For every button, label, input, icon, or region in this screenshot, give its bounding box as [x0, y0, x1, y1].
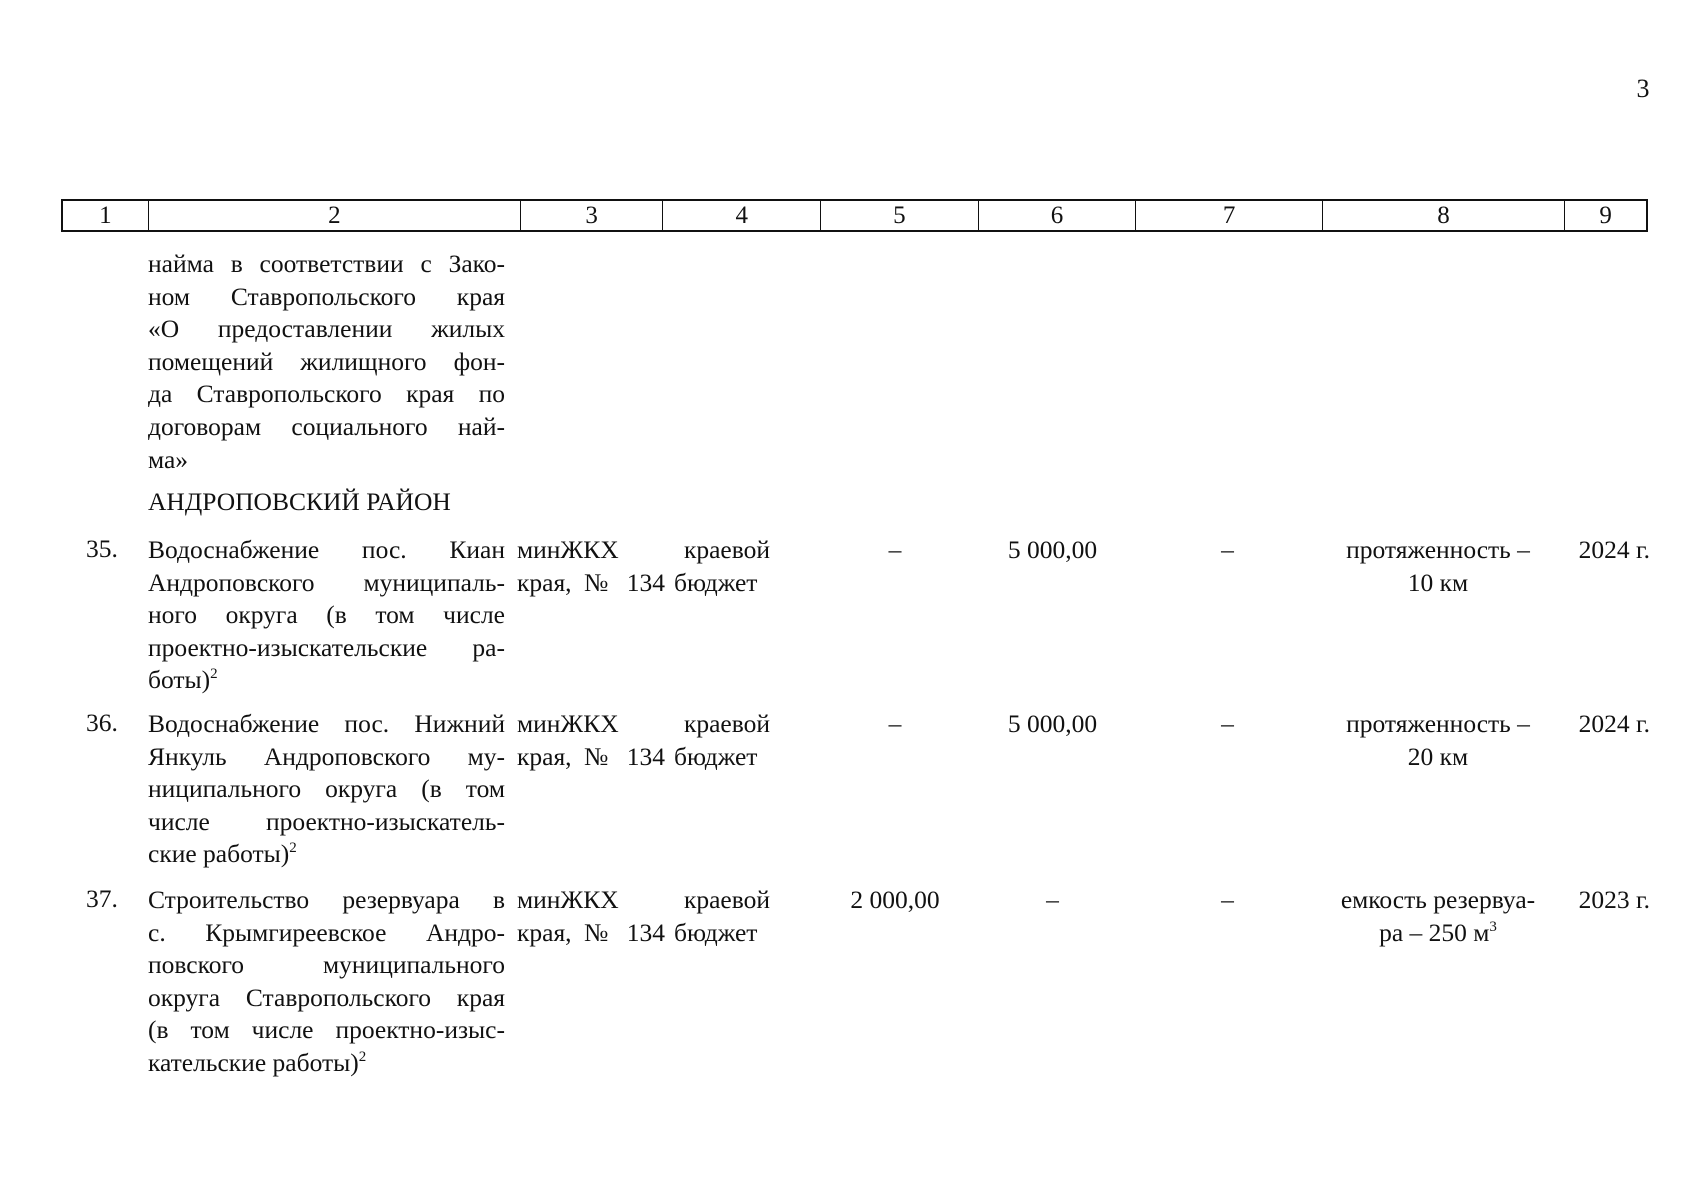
result-indicator: [1322, 884, 1554, 949]
completion-year: 2024 г.: [1578, 535, 1650, 564]
text-line-end: боты): [148, 665, 211, 695]
footnote-mark: 2: [210, 666, 218, 683]
column-header-9: 9: [1599, 202, 1612, 229]
object-name: [148, 708, 505, 871]
text-line: бюджет: [674, 917, 758, 947]
funding-source: [674, 534, 770, 599]
text-line: Янкуль Андроповского му-: [148, 741, 505, 771]
responsible-agency: [517, 884, 665, 949]
text-line: бюджет: [674, 741, 758, 771]
text-line: 10 км: [1407, 567, 1469, 597]
column-header-4: 4: [663, 201, 821, 230]
text-line: [1322, 917, 1554, 950]
text-line: краевой: [683, 709, 770, 738]
text-line: договорам социального най-: [148, 411, 505, 441]
amount-col-6: 5 000,00: [1007, 535, 1098, 564]
text-line-end: ские работы): [148, 839, 290, 869]
amount-col-5: –: [888, 535, 902, 564]
text-line-end: ра – 250 м: [1379, 917, 1490, 947]
object-name: [148, 534, 505, 697]
section-heading: АНДРОПОВСКИЙ РАЙОН: [148, 487, 451, 516]
responsible-agency: [517, 534, 665, 599]
text-line: повского муниципального: [148, 950, 505, 980]
text-line: края, № 134: [517, 741, 665, 771]
text-line: (в том числе проектно-изыс-: [148, 1015, 505, 1045]
table-header-row: [61, 199, 1648, 232]
page-number: 3: [1636, 74, 1650, 103]
amount-col-6: –: [1046, 885, 1059, 914]
footnote-mark: 2: [358, 1048, 367, 1065]
text-line: округа Ставропольского края: [148, 982, 505, 1012]
text-line: ного округа (в том числе: [148, 600, 505, 630]
text-line: Водоснабжение пос. Киан: [148, 535, 505, 564]
column-header-5: 5: [821, 201, 979, 230]
amount-col-6: 5 000,00: [1007, 709, 1098, 738]
column-header-2: 2: [149, 201, 521, 230]
responsible-agency: [517, 708, 665, 773]
continued-description: [148, 248, 505, 476]
text-line: [148, 838, 505, 871]
completion-year: 2023 г.: [1578, 885, 1650, 914]
text-line: да Ставропольского края по: [148, 379, 505, 409]
column-header-8: 8: [1323, 201, 1565, 230]
amount-col-5: –: [888, 709, 902, 738]
text-line: проектно-изыскательские ра-: [148, 632, 505, 662]
amount-col-7: –: [1221, 885, 1234, 914]
footnote-mark: 2: [289, 840, 297, 857]
funding-source: [674, 884, 770, 949]
column-header-7: 7: [1136, 201, 1323, 230]
amount-col-7: –: [1221, 709, 1234, 738]
row-number: 35.: [86, 534, 118, 563]
text-line: числе проектно-изыскатель-: [148, 806, 505, 836]
completion-year: 2024 г.: [1578, 709, 1650, 738]
text-line: ма»: [148, 444, 189, 474]
object-name: [148, 884, 505, 1080]
text-line: найма в соответствии с Зако-: [148, 249, 505, 278]
amount-col-5: 2 000,00: [850, 885, 940, 914]
text-line: минЖКХ: [517, 709, 619, 738]
text-line: помещений жилищного фон-: [148, 346, 505, 376]
text-line: «О предоставлении жилых: [148, 314, 505, 344]
column-header-6: 6: [979, 201, 1137, 230]
superscript: 3: [1489, 918, 1497, 935]
row-number: 36.: [86, 708, 118, 737]
result-indicator: [1322, 534, 1554, 599]
text-line: края, № 134: [517, 567, 665, 597]
text-line: протяженность –: [1346, 535, 1530, 564]
text-line: Андроповского муниципаль-: [148, 567, 505, 597]
text-line: минЖКХ: [517, 535, 619, 564]
text-line: краевой: [683, 535, 770, 564]
text-line: [148, 1047, 505, 1080]
column-header-1: 1: [63, 201, 149, 230]
text-line: Водоснабжение пос. Нижний: [148, 709, 505, 738]
text-line: ниципального округа (в том: [148, 774, 505, 804]
text-line: [148, 664, 505, 697]
text-line: с. Крымгиреевское Андро-: [148, 917, 505, 947]
text-line: бюджет: [674, 567, 758, 597]
text-line: протяженность –: [1346, 709, 1530, 738]
text-line: минЖКХ: [517, 885, 619, 914]
text-line: краевой: [683, 885, 770, 914]
row-number: 37.: [86, 884, 118, 913]
text-line: края, № 134: [517, 917, 665, 947]
text-line: Строительство резервуара в: [148, 885, 505, 914]
text-line: емкость резервуа-: [1340, 885, 1536, 914]
text-line: 20 км: [1407, 741, 1469, 771]
column-header-3: 3: [521, 201, 664, 230]
result-indicator: [1322, 708, 1554, 773]
text-line-end: кательские работы): [148, 1047, 359, 1077]
text-line: ном Ставропольского края: [148, 281, 505, 311]
amount-col-7: –: [1221, 535, 1234, 564]
funding-source: [674, 708, 770, 773]
